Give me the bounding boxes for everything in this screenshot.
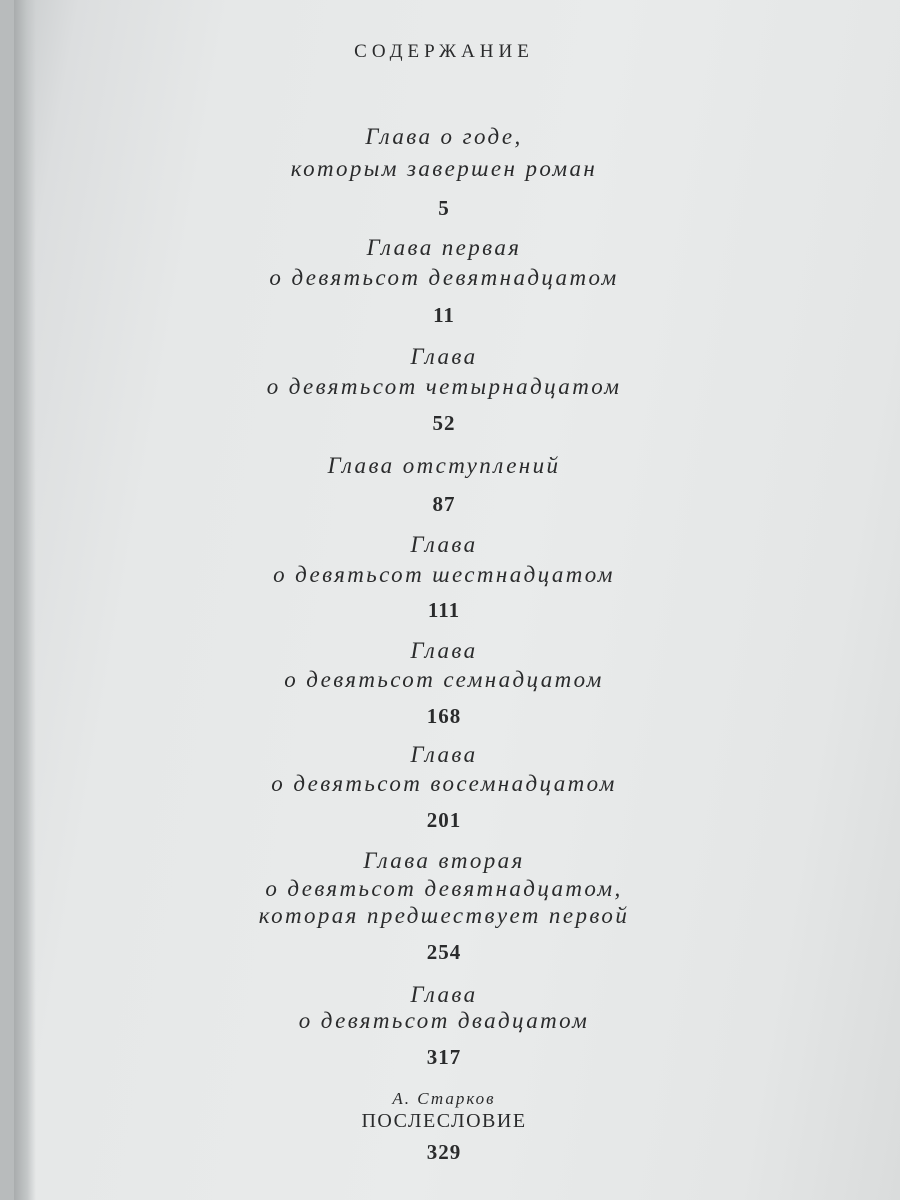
- entry-2-line-1: Глава первая: [366, 235, 522, 260]
- entry-7-line-1: Глава: [410, 742, 478, 767]
- entry-5-line-1: Глава: [410, 532, 478, 557]
- entry-7-line-2: о девятьсот восемнадцатом: [271, 771, 617, 796]
- entry-8-line-2: о девятьсот девятнадцатом,: [265, 876, 623, 901]
- afterword-title: ПОСЛЕСЛОВИЕ: [361, 1110, 527, 1132]
- afterword-author: А. Старков: [392, 1089, 496, 1108]
- entry-6-line-1: Глава: [410, 638, 478, 663]
- entry-8-line-1: Глава вторая: [363, 848, 525, 873]
- entry-6-line-2: о девятьсот семнадцатом: [284, 667, 604, 692]
- entry-9-line-1: Глава: [410, 982, 478, 1007]
- entry-4-page: 87: [432, 492, 456, 516]
- entry-7-page: 201: [426, 808, 462, 832]
- entry-8-line-3: которая предшествует первой: [258, 903, 630, 928]
- entry-3-page: 52: [432, 411, 456, 435]
- entry-1-line-2: которым завершен роман: [290, 156, 598, 181]
- toc-heading: СОДЕРЖАНИЕ: [354, 41, 534, 62]
- entry-3-line-2: о девятьсот четырнадцатом: [266, 374, 622, 399]
- entry-4-line-1: Глава отступлений: [327, 453, 561, 478]
- entry-8-page: 254: [426, 940, 462, 964]
- entry-2-page: 11: [433, 303, 455, 327]
- entry-6-page: 168: [426, 704, 462, 728]
- entry-1-page: 5: [438, 196, 450, 220]
- entry-9-line-2: о девятьсот двадцатом: [298, 1008, 590, 1033]
- entry-5-page: 111: [427, 598, 461, 622]
- afterword-page: 329: [426, 1140, 462, 1164]
- entry-5-line-2: о девятьсот шестнадцатом: [273, 562, 615, 587]
- entry-2-line-2: о девятьсот девятнадцатом: [269, 265, 619, 290]
- entry-9-page: 317: [426, 1045, 462, 1069]
- entry-3-line-1: Глава: [410, 344, 478, 369]
- entry-1-line-1: Глава о годе,: [365, 124, 523, 149]
